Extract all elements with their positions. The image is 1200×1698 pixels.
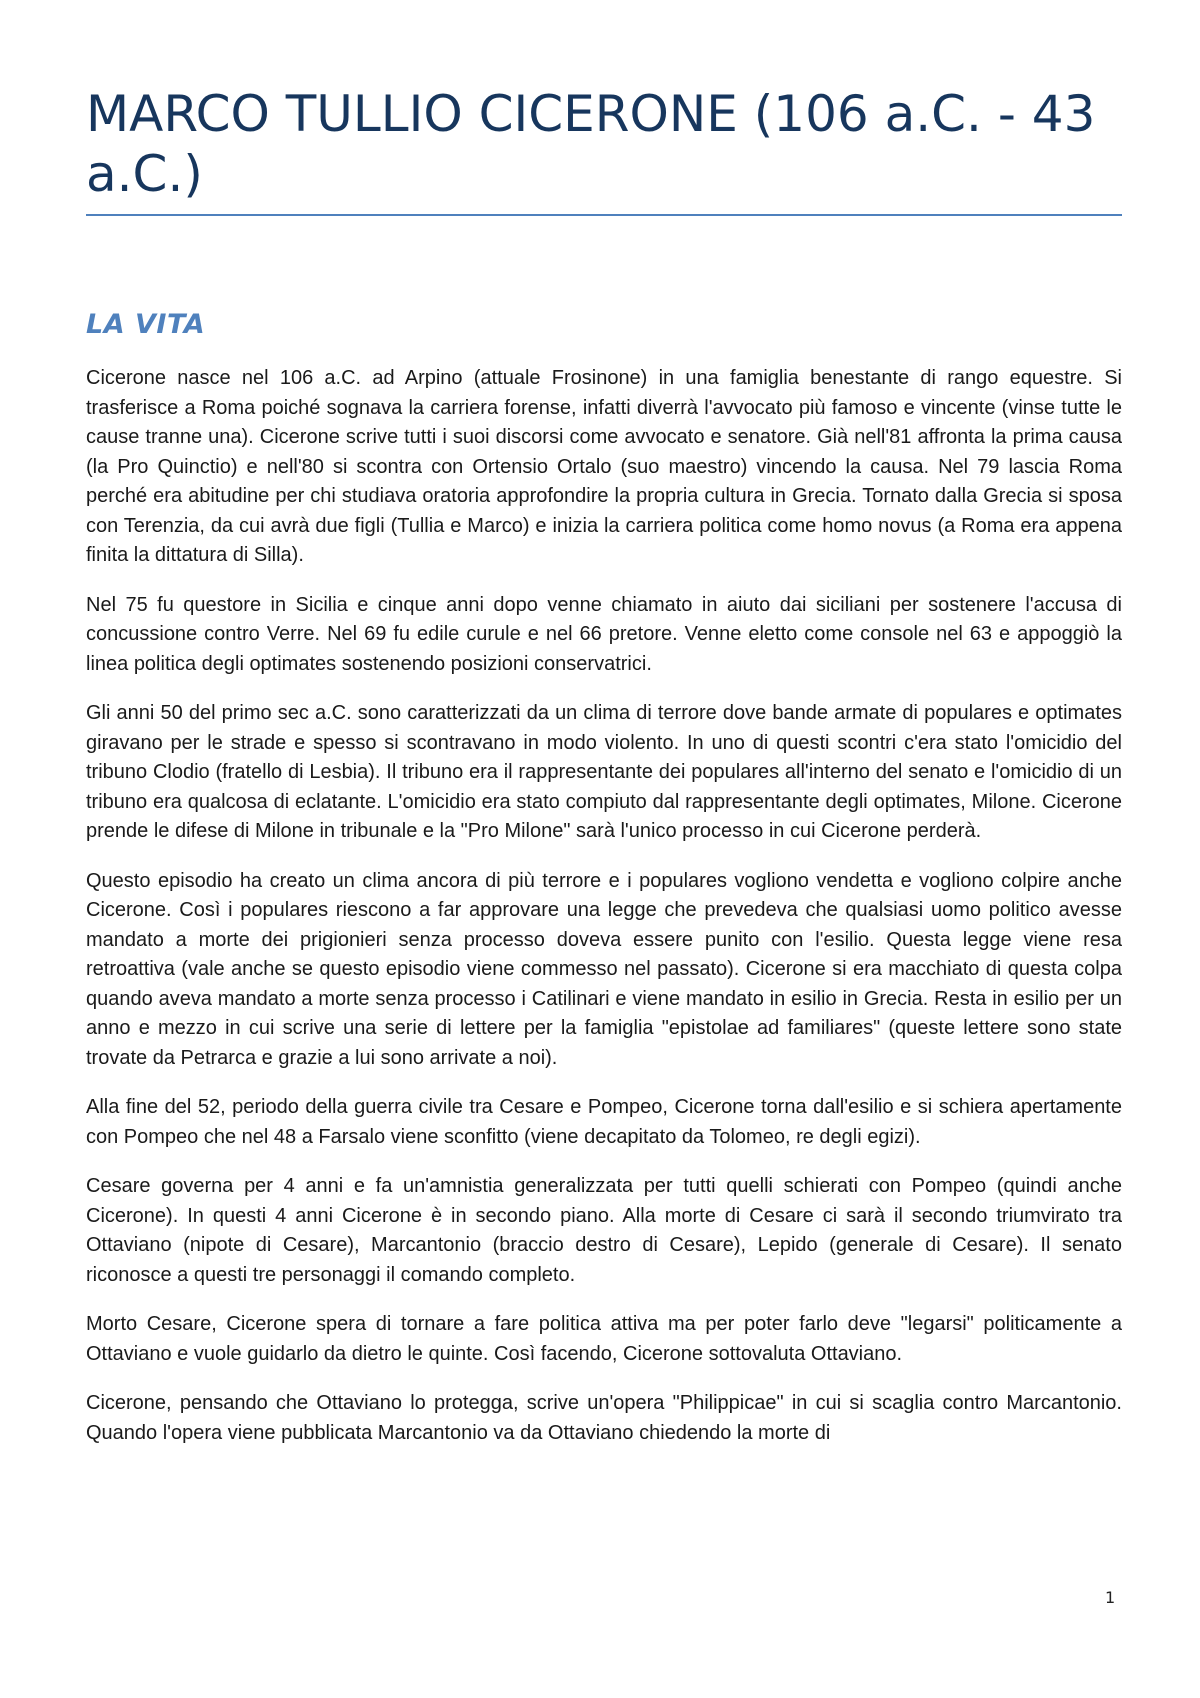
page-number: 1 xyxy=(1105,1588,1116,1607)
paragraph: Alla fine del 52, periodo della guerra civile tra Cesare e Pompeo, Cicerone torna dall'esilio e si schiera apertamente con Pompeo che nel 48 a Farsalo viene sconfitto (viene decapitato da Tolomeo, re degli egizi). xyxy=(86,1096,1122,1148)
paragraph: Gli anni 50 del primo sec a.C. sono caratterizzati da un clima di terrore dove bande armate di populares e optimates giravano per le strade e spesso si scontravano in modo violento. In uno di questi scontri c'era stato l'omicidio del tribuno Clodio (fratello di Lesbia). Il tribuno era il rappresentante dei populares all'interno del senato e l'omicidio di un tribuno era qualcosa di eclatante. L'omicidio era stato compiuto dal rappresentante degli optimates, Milone. Cicerone prende le difese di Milone in tribunale e la "Pro Milone" sarà l'unico processo in cui Cicerone perderà. xyxy=(86,702,1122,842)
paragraph: Questo episodio ha creato un clima ancora di più terrore e i populares vogliono vendetta e vogliono colpire anche Cicerone. Così i populares riescono a far approvare una legge che prevedeva che qualsiasi uomo politico avesse mandato a morte dei prigionieri senza processo doveva essere punito con l'esilio. Questa legge viene resa retroattiva (vale anche se questo episodio viene commesso nel passato). Cicerone si era macchiato di questa colpa quando aveva mandato a morte senza processo i Catilinari e viene mandato in esilio in Grecia. Resta in esilio per un anno e mezzo in cui scrive una serie di lettere per la famiglia "epistolae ad familiares" (queste lettere sono state trovate da Petrarca e grazie a lui sono arrivate a noi). xyxy=(86,869,1122,1069)
document-body xyxy=(86,364,1122,1448)
paragraph: Cesare governa per 4 anni e fa un'amnistia generalizzata per tutti quelli schierati con Pompeo (quindi anche Cicerone). In questi 4 anni Cicerone è in secondo piano. Alla morte di Cesare ci sarà il secondo triumvirato tra Ottaviano (nipote di Cesare), Marcantonio (braccio destro di Cesare), Lepido (generale di Cesare). Il senato riconosce a questi tre personaggi il comando completo. xyxy=(86,1175,1122,1286)
document-page xyxy=(86,0,1122,1468)
paragraph: Cicerone, pensando che Ottaviano lo protegga, scrive un'opera "Philippicae" in cui si scaglia contro Marcantonio. Quando l'opera viene pubblicata Marcantonio va da Ottaviano chiedendo la morte di xyxy=(86,1392,1122,1444)
paragraph: Cicerone nasce nel 106 a.C. ad Arpino (attuale Frosinone) in una famiglia benestante di rango equestre. Si trasferisce a Roma poiché sognava la carriera forense, infatti diverrà l'avvocato più famoso e vincente (vinse tutte le cause tranne una). Cicerone scrive tutti i suoi discorsi come avvocato e senatore. Già nell'81 affronta la prima causa (la Pro Quinctio) e nell'80 si scontra con Ortensio Ortalo (suo maestro) vincendo la causa. Nel 79 lascia Roma perché era abitudine per chi studiava oratoria approfondire la propria cultura in Grecia. Tornato dalla Grecia si sposa con Terenzia, da cui avrà due figli (Tullia e Marco) e inizia la carriera politica come homo novus (a Roma era appena finita la dittatura di Silla). xyxy=(86,367,1122,566)
section-heading-la-vita: LA VITA xyxy=(86,309,206,340)
document-title: MARCO TULLIO CICERONE (106 a.C. - 43 a.C.) xyxy=(86,84,1122,216)
paragraph: Nel 75 fu questore in Sicilia e cinque anni dopo venne chiamato in aiuto dai siciliani per sostenere l'accusa di concussione contro Verre. Nel 69 fu edile curule e nel 66 pretore. Venne eletto come console nel 63 e appoggiò la linea politica degli optimates sostenendo posizioni conservatrici. xyxy=(86,593,1122,675)
paragraph: Morto Cesare, Cicerone spera di tornare a fare politica attiva ma per poter farlo deve "legarsi" politicamente a Ottaviano e vuole guidarlo da dietro le quinte. Così facendo, Cicerone sottovaluta Ottaviano. xyxy=(86,1313,1122,1365)
